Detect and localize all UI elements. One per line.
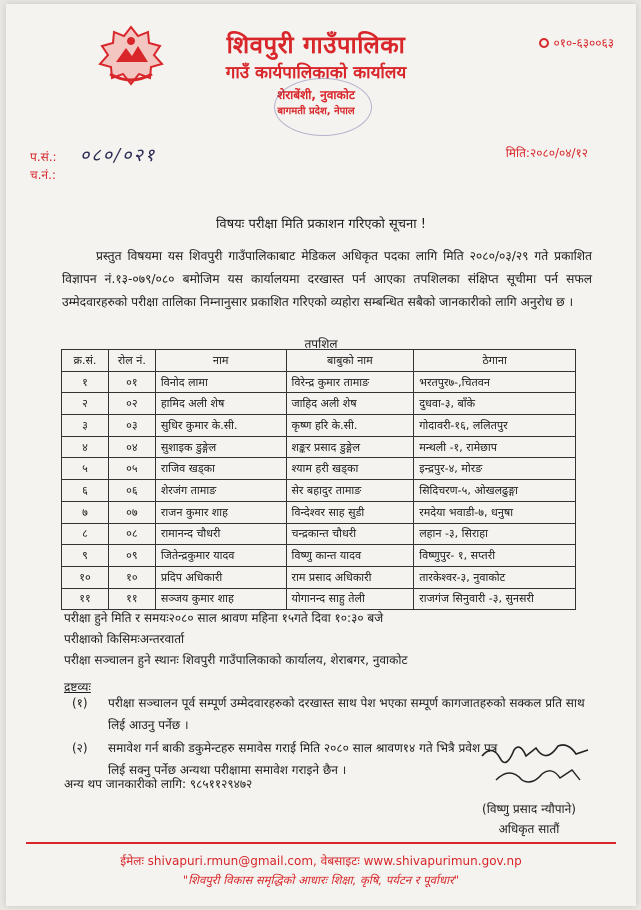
cell-name: प्रदिप अधिकारी — [155, 566, 286, 588]
cell-sn: ७ — [62, 501, 109, 523]
body-text: प्रस्तुत विषयमा यस शिवपुरी गाउँपालिकाबाट मेडिकल अधिकृत पदका लागि मिति २०८०/०३/२९ गते प्रकाशित विज्ञापन नं.१३-०७९/०८० बमोजिम यस कार्यालयमा दरखास्त पर्न आएका तपशिलका संक्षिप्त सूचीमा पर्न सफल उम्मेदवारहरुको परीक्षा तालिका निम्नानुसार प्रकाशित गरिएको व्यहोरा सम्बन्धित सबैको जानकारीको लागि अनुरोध छ । — [62, 249, 592, 309]
signatory-name: (विष्णु प्रसाद न्यौपाने) — [482, 802, 576, 816]
cell-address: सिदिचरण-५, ओखलढुङ्गा — [414, 480, 576, 502]
cell-father-name: जाहिद अली शेष — [286, 393, 414, 415]
table-row — [62, 566, 576, 588]
cell-name: विनोद लामा — [155, 371, 286, 393]
cell-roll: ०३ — [108, 415, 155, 437]
cell-address: लहान -३, सिराहा — [414, 523, 576, 545]
body-paragraph — [62, 245, 592, 314]
letter-page — [6, 4, 636, 906]
office-stamp — [274, 78, 372, 136]
exam-datetime: परीक्षा हुने मिति र समयः२०८० साल श्रावण महिना १५गते दिवा १०:३० बजे — [64, 611, 384, 625]
cell-address: राजगंज सिनुवारी -३, सुनसरी — [414, 588, 576, 610]
table-row — [62, 523, 576, 545]
phone-number — [539, 34, 615, 51]
cell-father-name: चन्द्रकान्त चौधरी — [286, 523, 414, 545]
cell-father-name: शङ्कर प्रसाद डुङ्गेल — [286, 436, 414, 458]
signatory — [454, 799, 604, 839]
cell-roll: ०४ — [108, 436, 155, 458]
note-number: (१) — [72, 696, 88, 710]
table-row — [62, 480, 576, 502]
cell-sn: ३ — [62, 415, 109, 437]
exam-type: परीक्षाको किसिमःअन्तरवार्ता — [64, 632, 185, 646]
cell-address: दुधवा-३, बाँके — [414, 393, 576, 415]
cell-name: सुधिर कुमार के.सी. — [155, 415, 286, 437]
table-row — [62, 371, 576, 393]
table-row — [62, 458, 576, 480]
cell-roll: ११ — [108, 588, 155, 610]
cell-roll: ०९ — [108, 545, 155, 567]
reference-number: ०८०/०२१ — [80, 145, 157, 166]
column-header-address: ठेगाना — [414, 350, 576, 372]
cell-father-name: कृष्ण हरि के.सी. — [286, 415, 414, 437]
cell-name: शेरजंग तामाङ — [155, 480, 286, 502]
cell-address: रमदेया भवाडी-७, धनुषा — [414, 501, 576, 523]
cell-sn: ५ — [62, 458, 109, 480]
cell-name: राजिव खड्का — [155, 458, 286, 480]
cell-father-name: राम प्रसाद अधिकारी — [286, 566, 414, 588]
cell-roll: ०७ — [108, 501, 155, 523]
cell-name: हामिद अली शेष — [155, 393, 286, 415]
candidate-table — [61, 349, 576, 610]
phone-text: ०१०-६३००६३ — [553, 36, 614, 50]
footer-slogan: "शिवपुरी विकास समृद्धिको आधारः शिक्षा, कृषि, पर्यटन र पूर्वाधार" — [182, 873, 460, 887]
cell-sn: ९ — [62, 545, 109, 567]
column-header-roll: रोल नं. — [108, 350, 155, 372]
cell-sn: ४ — [62, 436, 109, 458]
footer-divider — [26, 842, 616, 844]
subject-line: विषयः परीक्षा मिति प्रकाशन गरिएको सूचना ! — [216, 217, 426, 232]
contact-info: अन्य थप जानकारीको लागि: ९८५११२९४७२ — [64, 777, 253, 791]
note-number: (२) — [72, 741, 88, 755]
cell-name: सुशाइक डुङ्गेल — [155, 436, 286, 458]
cell-name: रामानन्द चौधरी — [155, 523, 286, 545]
table-row — [62, 588, 576, 610]
cell-sn: १ — [62, 371, 109, 393]
office-address: शेराबेंशी, नुवाकोट — [277, 88, 355, 102]
cell-father-name: विष्णु कान्त यादव — [286, 545, 414, 567]
reference-labels — [30, 148, 57, 184]
table-title: तपशिल — [304, 337, 338, 351]
cell-roll: ०२ — [108, 393, 155, 415]
cell-roll: ०१ — [108, 371, 155, 393]
office-subtitle: गाउँ कार्यपालिकाको कार्यालय — [225, 63, 407, 83]
cell-roll: १० — [108, 566, 155, 588]
column-header-sn: क्र.सं. — [62, 350, 109, 372]
table-row — [62, 393, 576, 415]
note-item — [72, 692, 592, 736]
cell-father-name: विरेन्द्र कुमार तामाङ — [286, 371, 414, 393]
note-text: समावेश गर्न बाकी डकुमेन्टहरु समावेस गराई मिति २०८० साल श्रावण१४ गते भित्रै प्रवेश पत्र लिई सक्नु पर्नेछ अन्यथा परीक्षामा समावेश गराइने छैन । — [108, 741, 498, 777]
ps-label: प.सं.: — [30, 150, 57, 164]
table-row — [62, 501, 576, 523]
cell-name: राजन कुमार शाह — [155, 501, 286, 523]
note-text: परीक्षा सञ्चालन पूर्व सम्पूर्ण उम्मेदवारहरुको दरखास्त साथ पेश भएका सम्पूर्ण कागजातहरुको सक्कल प्रति साथ लिई आउनु पर्नेछ । — [108, 696, 585, 732]
cell-address: इन्द्रपुर-४, मोरङ — [414, 458, 576, 480]
table-header-row — [62, 350, 576, 372]
cell-father-name: योगानन्द साहु तेली — [286, 588, 414, 610]
office-name: शिवपुरी गाउँपालिका — [226, 31, 406, 59]
notes-heading: द्रष्टव्यः — [64, 680, 91, 694]
cell-father-name: श्याम हरी खड्का — [286, 458, 414, 480]
cell-sn: ११ — [62, 588, 109, 610]
table-row — [62, 545, 576, 567]
exam-info — [64, 608, 408, 671]
cell-address: मन्थली -१, रामेछाप — [414, 436, 576, 458]
office-province: बागमती प्रदेश, नेपाल — [277, 106, 355, 117]
cell-address: भरतपुर७-,चितवन — [414, 371, 576, 393]
phone-icon — [539, 38, 549, 48]
cell-address: तारकेश्वर-३, नुवाकोट — [414, 566, 576, 588]
column-header-father: बाबुको नाम — [286, 350, 414, 372]
letter-date: मिति:२०८०/०४/१२ — [505, 146, 588, 160]
signatory-title: अधिकृत सातौं — [498, 822, 560, 836]
cell-roll: ०५ — [108, 458, 155, 480]
handwritten-signature — [476, 736, 596, 794]
cell-roll: ०८ — [108, 523, 155, 545]
cell-father-name: सेर बहादुर तामाङ — [286, 480, 414, 502]
cell-father-name: विन्देश्वर साह सुडी — [286, 501, 414, 523]
cell-name: जितेन्द्रकुमार यादव — [155, 545, 286, 567]
cell-address: गोदावरी-१६, ललितपुर — [414, 415, 576, 437]
cell-sn: २ — [62, 393, 109, 415]
table-row — [62, 415, 576, 437]
table-row — [62, 436, 576, 458]
cell-name: सञ्जय कुमार शाह — [155, 588, 286, 610]
exam-venue: परीक्षा सञ्चालन हुने स्थानः शिवपुरी गाउँपालिकाको कार्यालय, शेराबगर, नुवाकोट — [64, 653, 408, 667]
nepal-emblem-icon — [94, 24, 168, 90]
cell-sn: ८ — [62, 523, 109, 545]
cn-label: च.नं.: — [30, 168, 56, 182]
cell-sn: ६ — [62, 480, 109, 502]
column-header-name: नाम — [155, 350, 286, 372]
cell-sn: १० — [62, 566, 109, 588]
cell-address: विष्णुपुर- १, सप्तरी — [414, 545, 576, 567]
footer-contact: ईमेलः shivapuri.rmun@gmail.com, वेबसाइटः www.shivapurimun.gov.np — [120, 854, 522, 868]
cell-roll: ०६ — [108, 480, 155, 502]
